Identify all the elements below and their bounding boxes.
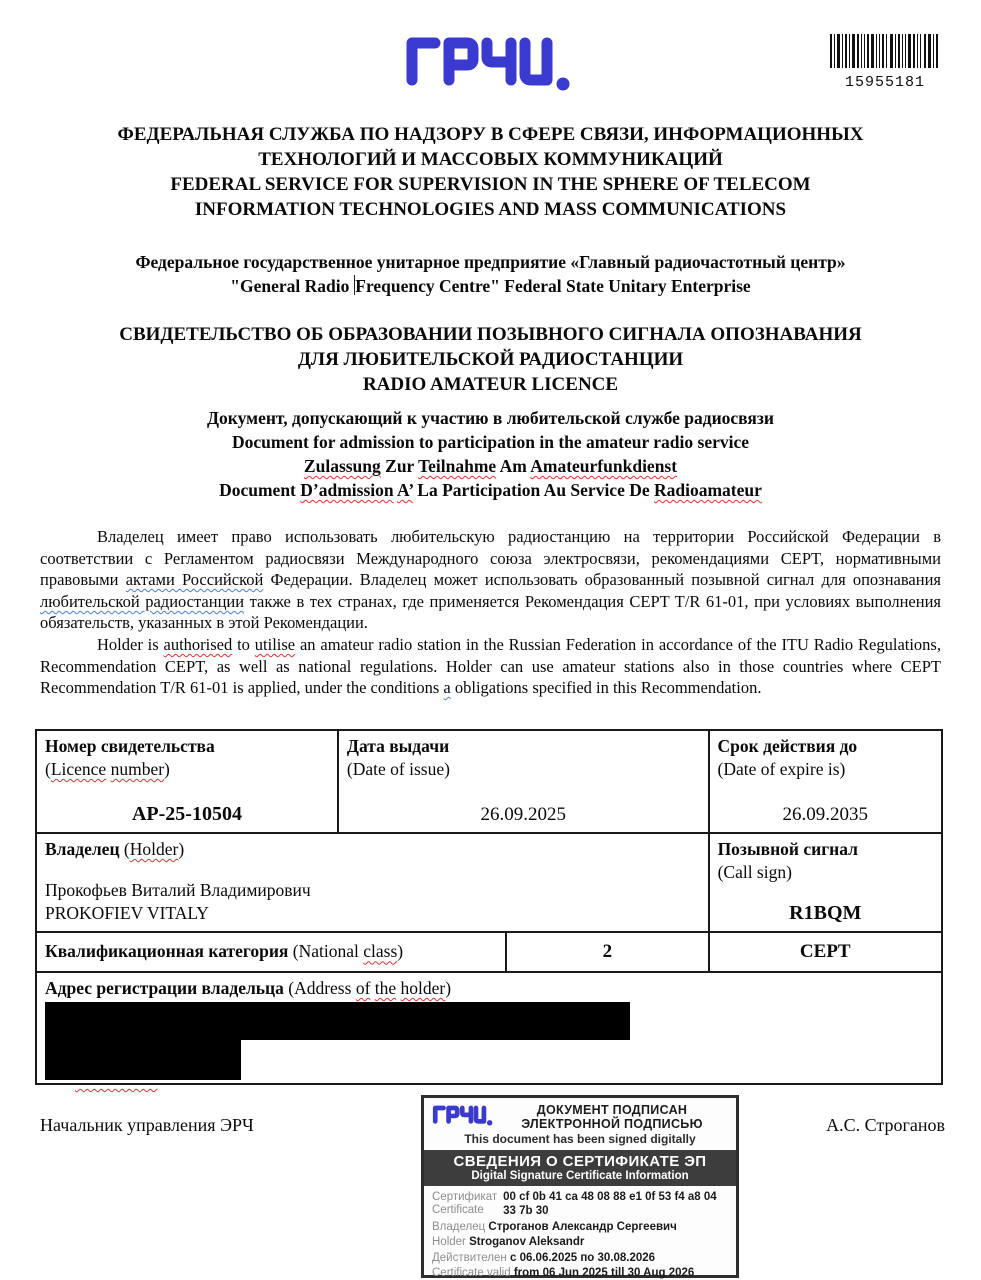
- stamp-cert-band: [424, 1150, 736, 1186]
- stamp-signed-ru-2: ЭЛЕКТРОННОЙ ПОДПИСЬЮ: [521, 1116, 703, 1131]
- admission-line-fr: Document D’admission A’ La Participation Au Service De Radioamateur: [219, 480, 762, 500]
- certificate-row: [432, 1190, 728, 1219]
- address-cell: [37, 973, 941, 1090]
- stamp-cert-band-en: Digital Signature Certificate Information: [471, 1169, 689, 1182]
- stamp-header: [424, 1098, 736, 1131]
- callsign-cell: [710, 834, 941, 931]
- certificate-label-ru: Сертификат: [432, 1191, 498, 1204]
- signature-band: [0, 1093, 981, 1280]
- issue-date-label-ru: Дата выдачи: [346, 735, 450, 756]
- holder-name-ru: Прокофьев Виталий Владимирович: [45, 879, 311, 900]
- table-row: [37, 933, 941, 973]
- table-row: [37, 731, 941, 834]
- barcode-number: 15955181: [844, 74, 925, 91]
- category-cell: [37, 933, 507, 971]
- category-value: 2: [602, 940, 613, 962]
- valid-label-ru: Действителен: [432, 1251, 507, 1264]
- issue-date-label: [347, 735, 700, 781]
- valid-label-en: Certificate valid: [432, 1267, 511, 1280]
- licence-number-cell: [37, 731, 339, 832]
- owner-label-en: Holder: [432, 1236, 466, 1249]
- category-label: [45, 940, 497, 963]
- issue-date-value: 26.09.2025: [480, 803, 566, 825]
- holder-name: [45, 879, 700, 925]
- issue-date-label-en: (Date of issue): [346, 758, 450, 779]
- valid-value-ru: с 06.06.2025 по 30.08.2026: [509, 1251, 656, 1264]
- rights-paragraph-en: Holder is authorised to utilise an amateur radio station in the Russian Federation in accordance of the ITU Radio Regulations, Recommendation CEPT, as well as national regulations. Holder can use amateur stations also in those countries where CEPT Recommendation T/R 61-01 is applied, under the conditions a obligations specified in this Recommendation.: [40, 634, 941, 698]
- stamp-valid-en-row: [432, 1266, 728, 1280]
- agency-header-line: ФЕДЕРАЛЬНАЯ СЛУЖБА ПО НАДЗОРУ В СФЕРЕ СВЯЗИ, ИНФОРМАЦИОННЫХ: [117, 124, 864, 145]
- licence-number-label-ru: Номер свидетельства: [45, 735, 215, 756]
- licence-number-label-en: (Licence number): [45, 758, 170, 779]
- grchc-logo-icon: [403, 30, 575, 97]
- expire-date-label-en: (Date of expire is): [717, 758, 846, 779]
- cept-value: CEPT: [799, 940, 851, 962]
- barcode-bars-icon: [830, 34, 940, 68]
- stamp-owner-ru-row: [432, 1220, 728, 1235]
- redaction-squiggle: [75, 1080, 933, 1084]
- signatory-name: А.С. Строганов: [826, 1114, 945, 1135]
- redaction-bar: [45, 1002, 630, 1040]
- cept-cell: [710, 933, 941, 971]
- agency-header-line: ТЕХНОЛОГИЙ И МАССОВЫХ КОММУНИКАЦИЙ: [258, 149, 723, 170]
- admission-line-ru: Документ, допускающий к участию в любительской службе радиосвязи: [207, 408, 774, 428]
- expire-date-label: [718, 735, 933, 781]
- enterprise-en-pre: "General Radio: [230, 276, 354, 296]
- certificate-labels: [432, 1191, 497, 1217]
- licence-number-label: [45, 735, 329, 781]
- address-label-ru: Адрес регистрации владельца: [45, 977, 284, 998]
- licence-number-value: AP-25-10504: [131, 802, 242, 825]
- signatory-title: Начальник управления ЭРЧ: [40, 1114, 254, 1135]
- enterprise-en-post: Frequency Centre" Federal State Unitary Enterprise: [355, 276, 751, 296]
- document-title-line: СВИДЕТЕЛЬСТВО ОБ ОБРАЗОВАНИИ ПОЗЫВНОГО СИГНАЛА ОПОЗНАВАНИЯ: [119, 324, 862, 345]
- redaction-bar: [45, 1040, 241, 1080]
- enterprise-name: [0, 250, 981, 298]
- agency-header-line: FEDERAL SERVICE FOR SUPERVISION IN THE SPHERE OF TELECOM: [170, 174, 811, 195]
- category-label-en: (National class): [292, 941, 404, 962]
- enterprise-name-en: [0, 274, 981, 298]
- stamp-valid-ru-row: [432, 1251, 728, 1266]
- admission-subtitle: [0, 406, 981, 502]
- certificate-label-en: Certificate: [432, 1204, 484, 1217]
- category-label-ru: Квалификационная категория: [45, 941, 289, 962]
- admission-line-de: Zulassung Zur Teilnahme Am Amateurfunkdienst: [303, 456, 678, 476]
- holder-label-ru: Владелец: [45, 838, 120, 859]
- agency-header: [0, 122, 981, 222]
- category-value-cell: [507, 933, 709, 971]
- barcode: [829, 34, 941, 91]
- admission-line-en: Document for admission to participation in the amateur radio service: [231, 432, 750, 452]
- document-title: [0, 322, 981, 397]
- rights-paragraph-ru: Владелец имеет право использовать любительскую радиостанцию на территории Российской Федерации в соответствии с Регламентом радиосвязи Международного союза электросвязи, рекомендациями CEPT, нормативными правовыми актами Российской Федерации. Владелец может использовать образованный позывной сигнал для опознавания любительской радиостанции также в тех странах, где применяется Рекомендация CEPT T/R 61-01, при условиях выполнения обязательств, указанных в этой Рекомендации.: [40, 527, 942, 633]
- owner-label-ru: Владелец: [432, 1220, 486, 1233]
- grchc-logo-small-icon: [432, 1103, 494, 1131]
- licence-table: [35, 729, 943, 1085]
- callsign-label: [718, 838, 933, 884]
- agency-header-line: INFORMATION TECHNOLOGIES AND MASS COMMUNICATIONS: [194, 199, 787, 220]
- callsign-value: R1BQM: [789, 901, 862, 924]
- expire-date-cell: [710, 731, 941, 832]
- holder-cell: [37, 834, 710, 931]
- holder-label-en: (Holder): [123, 838, 185, 859]
- stamp-details: [424, 1186, 736, 1280]
- stamp-signed-ru-1: ДОКУМЕНТ ПОДПИСАН: [536, 1102, 688, 1117]
- owner-value-en: Stroganov Aleksandr: [469, 1236, 585, 1249]
- expire-date-value: 26.09.2035: [782, 803, 868, 825]
- digital-signature-stamp: [421, 1095, 739, 1278]
- issue-date-cell: [339, 731, 710, 832]
- owner-value-ru: Строганов Александр Сергеевич: [488, 1220, 677, 1233]
- document-title-line: RADIO AMATEUR LICENCE: [362, 374, 619, 395]
- address-redaction: [45, 1000, 933, 1084]
- callsign-label-ru: Позывной сигнал: [717, 838, 858, 859]
- stamp-cert-band-ru: СВЕДЕНИЯ О СЕРТИФИКАТЕ ЭП: [453, 1152, 707, 1170]
- holder-label: [45, 838, 700, 861]
- stamp-owner-en-row: [432, 1235, 728, 1250]
- enterprise-name-ru: Федеральное государственное унитарное предприятие «Главный радиочастотный центр»: [135, 252, 846, 272]
- certificate-value: 00 cf 0b 41 ca 48 08 88 e1 0f 53 f4 a8 04 33 7b 30: [503, 1190, 717, 1218]
- document-title-line: ДЛЯ ЛЮБИТЕЛЬСКОЙ РАДИОСТАНЦИИ: [297, 349, 684, 370]
- expire-date-label-ru: Срок действия до: [717, 735, 858, 756]
- callsign-label-en: (Call sign): [717, 861, 792, 882]
- table-row: [37, 834, 941, 933]
- address-label: [45, 977, 933, 1000]
- valid-value-en: from 06 Jun 2025 till 30 Aug 2026: [513, 1267, 695, 1280]
- stamp-signed-en: This document has been signed digitally: [464, 1131, 696, 1146]
- holder-name-en: PROKOFIEV VITALY: [45, 902, 209, 923]
- stamp-signed-title: [494, 1103, 730, 1131]
- table-row: [37, 973, 941, 1083]
- address-label-en: (Address of the holder): [288, 977, 452, 998]
- top-band: [0, 0, 981, 100]
